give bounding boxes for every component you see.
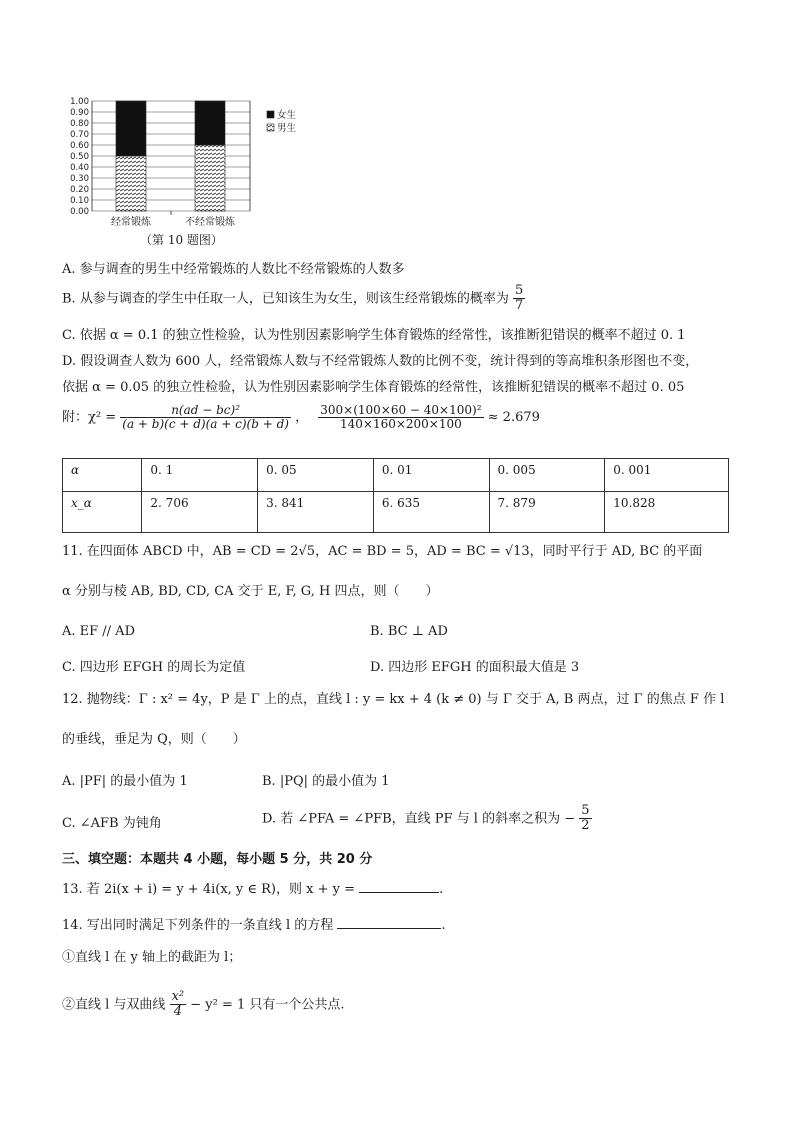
chart-y-tick-label: 0.00 [70, 207, 89, 217]
q10-option-d-line1: D. 假设调查人数为 600 人，经常锻炼人数与不经常锻炼人数的比例不变，统计得到的等高堆积条形图也不变， [62, 354, 699, 369]
chart-bar-segment [195, 101, 225, 145]
table-cell: 0. 005 [489, 459, 605, 492]
table-cell: 0. 001 [605, 459, 729, 492]
chart-legend-swatch [267, 111, 274, 118]
table-cell: x_α [63, 492, 142, 533]
answer-blank[interactable] [359, 892, 439, 893]
table-cell: 0. 01 [373, 459, 489, 492]
table-row [63, 459, 729, 492]
chart-y-tick-label: 0.80 [70, 119, 89, 129]
q10-option-d-line2: 依据 α = 0.05 的独立性检验，认为性别因素影响学生体育锻炼的经常性，该推断犯错误的概率不超过 0. 05 [62, 380, 685, 395]
stacked-bar-chart [60, 92, 320, 250]
q11-option-b: B. BC ⊥ AD [370, 624, 448, 639]
q11-stem-line2: α 分别与棱 AB, BD, CD, CA 交于 E, F, G, H 四点，则（ ） [62, 584, 439, 599]
q11-stem-line1: 11. 在四面体 ABCD 中，AB = CD = 2√5，AC = BD = 5，AD = BC = √13，同时平行于 AD, BC 的平面 [62, 544, 703, 559]
chart-x-label: 经常锻炼 [111, 217, 151, 228]
chart-y-tick-label: 0.20 [70, 185, 89, 195]
q12-option-c: C. ∠AFB 为钝角 [62, 816, 162, 831]
chart-y-tick-label: 0.30 [70, 174, 89, 184]
chart-legend-label: 女生 [277, 110, 297, 121]
q12-option-d: D. 若 ∠PFA = ∠PFB，直线 PF 与 l 的斜率之积为 − $\frac{5}{2}$ [262, 803, 590, 834]
table-row [63, 492, 729, 533]
q12-stem-line1: 12. 抛物线：Γ : x² = 4y，P 是 Γ 上的点，直线 l : y = kx + 4 (k ≠ 0) 与 Γ 交于 A, B 两点，过 Γ 的焦点 F 作 l [62, 692, 725, 707]
table-cell: α [63, 459, 142, 492]
table-cell: 0. 1 [142, 459, 258, 492]
chart-legend-label: 男生 [277, 123, 297, 134]
answer-blank[interactable] [337, 928, 441, 929]
q12-stem-line2: 的垂线，垂足为 Q，则（ ） [62, 732, 246, 747]
q12-option-a: A. |PF| 的最小值为 1 [62, 774, 188, 789]
q11-option-a: A. EF // AD [62, 624, 135, 639]
chart-caption: （第 10 题图） [140, 233, 223, 247]
chart-bar-segment [116, 101, 146, 156]
table-cell: 10.828 [605, 492, 729, 533]
q11-option-c: C. 四边形 EFGH 的周长为定值 [62, 660, 246, 675]
q14-condition-1: ①直线 l 在 y 轴上的截距为 l； [62, 950, 242, 965]
q10-option-a: A. 参与调查的男生中经常锻炼的人数比不经常锻炼的人数多 [62, 262, 405, 277]
chart-y-ticks [70, 97, 89, 217]
table-cell: 3. 841 [258, 492, 374, 533]
table-cell: 2. 706 [142, 492, 258, 533]
chart-y-tick-label: 0.90 [70, 108, 89, 118]
chart-grid [92, 101, 250, 215]
chart-x-labels [111, 215, 236, 228]
q13-stem: 13. 若 2i(x + i) = y + 4i(x, y ∈ R)，则 x + y = . [62, 882, 444, 897]
q14-stem: 14. 写出同时满足下列条件的一条直线 l 的方程 . [62, 918, 446, 933]
chart-y-tick-label: 0.50 [70, 152, 89, 162]
critical-value-table [62, 458, 729, 533]
chart-x-label: 不经常锻炼 [185, 217, 235, 228]
table-cell: 6. 635 [373, 492, 489, 533]
section-title: 三、填空题：本题共 4 小题，每小题 5 分，共 20 分 [62, 852, 373, 867]
q14-condition-2: ②直线 l 与双曲线 $\frac{\text{x²}}{4}$ − y² = 1 只有一个公共点. [62, 989, 345, 1020]
chart-y-tick-label: 0.40 [70, 163, 89, 173]
q12-option-b: B. |PQ| 的最小值为 1 [262, 774, 390, 789]
chart-y-tick-label: 0.60 [70, 141, 89, 151]
appendix-formula: 附：χ² = $\frac{\text{n(ad − bc)²}}{(a + b)(c + d)(a + c)(b + d)}$ ， $\frac{\text{300×(100×60 − 40×100)²}}{140\times 160\times 200\times 100}$ ≈ 2.679 [62, 403, 540, 432]
q10-option-b: B. 从参与调查的学生中任取一人，已知该生为女生，则该生经常锻炼的概率为 $\frac{5}{7}$ [62, 283, 524, 314]
q11-option-d: D. 四边形 EFGH 的面积最大值是 3 [370, 660, 580, 675]
table-cell: 7. 879 [489, 492, 605, 533]
table-cell: 0. 05 [258, 459, 374, 492]
chart-legend [267, 109, 297, 134]
chart-y-tick-label: 1.00 [70, 97, 89, 107]
q10-option-c: C. 依据 α = 0.1 的独立性检验，认为性别因素影响学生体育锻炼的经常性，该推断犯错误的概率不超过 0. 1 [62, 328, 686, 343]
chart-bar-segment [116, 156, 146, 211]
chart-legend-swatch [267, 124, 274, 131]
chart-y-tick-label: 0.10 [70, 196, 89, 206]
chart-y-tick-label: 0.70 [70, 130, 89, 140]
chart-bar-segment [195, 145, 225, 211]
